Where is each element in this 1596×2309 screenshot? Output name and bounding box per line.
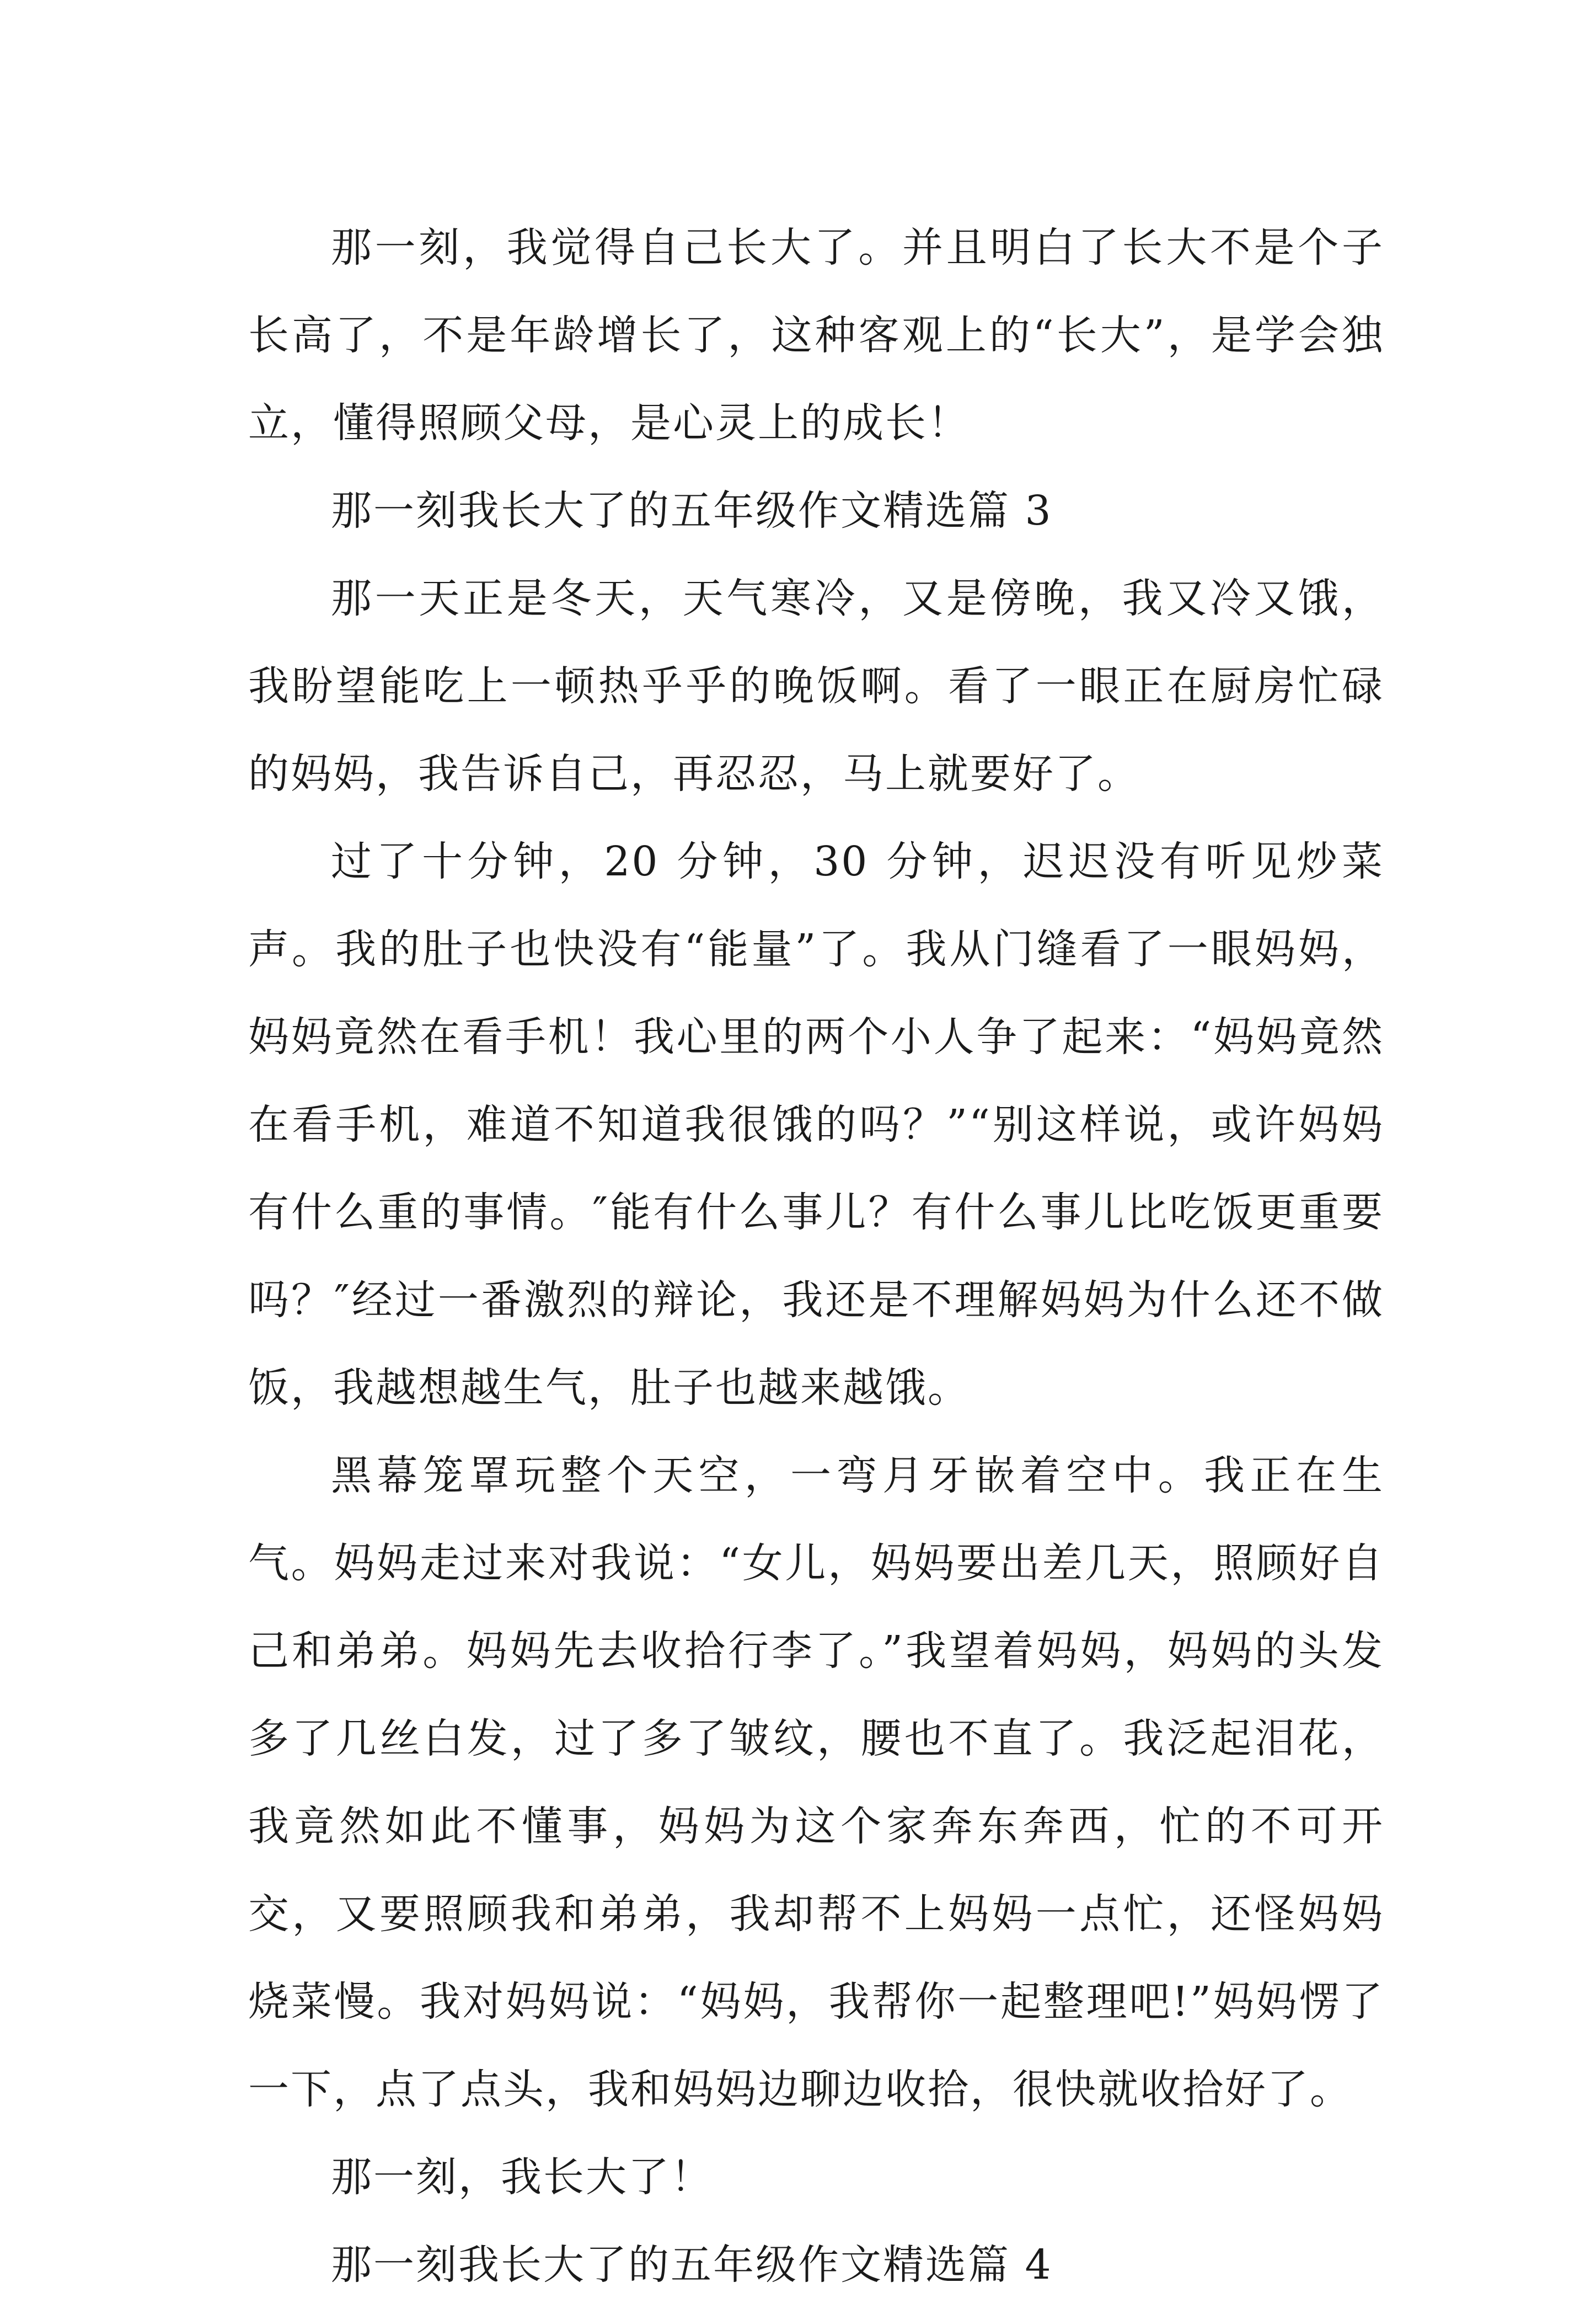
paragraph-night: 黑幕笼罩玩整个天空，一弯月牙嵌着空中。我正在生气。妈妈走过来对我说：“女儿，妈妈要出差几天，照顾好自己和弟弟。妈妈先去收拾行李了。”我望着妈妈，妈妈的头发多了几丝白发，过了多了皱纹，腰也不直了。我泛起泪花，我竟然如此不懂事，妈妈为这个家奔东奔西，忙的不可开交，又要照顾我和弟弟，我却帮不上妈妈一点忙，还怪妈妈烧菜慢。我对妈妈说：“妈妈，我帮你一起整理吧!”妈妈愣了一下，点了点头，我和妈妈边聊边收拾，很快就收拾好了。: [248, 1452, 1384, 2113]
section-heading-3: 那一刻我长大了的五年级作文精选篇 3: [331, 487, 1053, 535]
paragraph-conclusion-2: 那一刻，我觉得自己长大了。并且明白了长大不是个子长高了，不是年龄增长了，这种客观上的“长大”，是学会独立，懂得照顾父母，是心灵上的成长！: [248, 224, 1384, 447]
paragraph-waiting: 过了十分钟，20 分钟，30 分钟，迟迟没有听见炒菜声。我的肚子也快没有“能量”了。我从门缝看了一眼妈妈，妈妈竟然在看手机！我心里的两个小人争了起来：“妈妈竟然在看手机，难道不知道我很饿的吗？”“别这样说，或许妈妈有什么重的事情。″能有什么事儿？有什么事儿比吃饭更重要吗？″经过一番激烈的辩论，我还是不理解妈妈为什么还不做饭，我越想越生气，肚子也越来越饿。: [248, 838, 1384, 1412]
section-heading-4: 那一刻我长大了的五年级作文精选篇 4: [331, 2241, 1053, 2289]
body-text: [248, 204, 1384, 2309]
paragraph-winter-evening: 那一天正是冬天，天气寒冷，又是傍晚，我又冷又饿，我盼望能吃上一顿热乎乎的晚饭啊。看了一眼正在厨房忙碌的妈妈，我告诉自己，再忍忍，马上就要好了。: [248, 575, 1384, 798]
paragraph-conclusion-3: 那一刻，我长大了！: [331, 2153, 713, 2201]
